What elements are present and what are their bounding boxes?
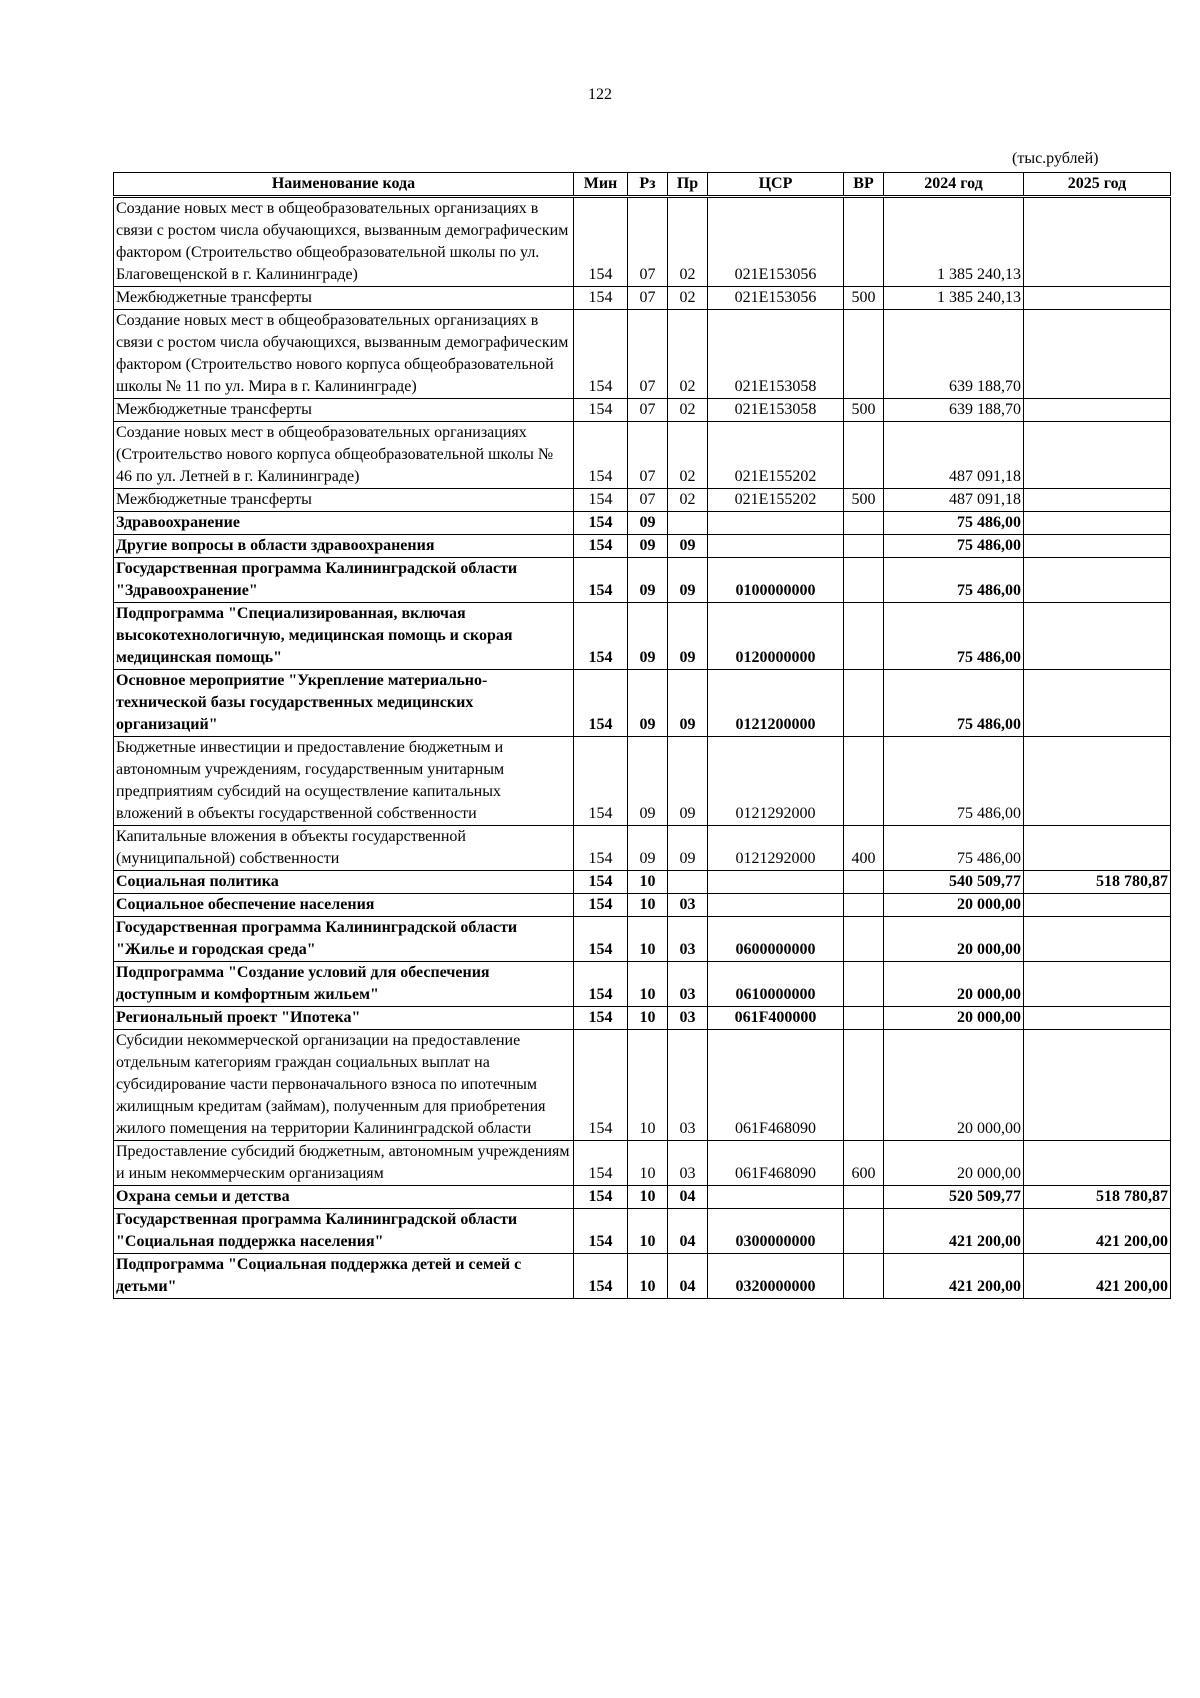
cell-rz: 07 xyxy=(628,197,668,287)
cell-name: Охрана семьи и детства xyxy=(114,1186,574,1209)
cell-2025 xyxy=(1024,962,1171,1007)
cell-2024: 639 188,70 xyxy=(884,310,1024,399)
cell-pr: 04 xyxy=(668,1254,708,1299)
cell-pr: 04 xyxy=(668,1209,708,1254)
table-row xyxy=(114,1141,1171,1186)
table-row xyxy=(114,399,1171,422)
cell-2025: 421 200,00 xyxy=(1024,1254,1171,1299)
cell-name: Подпрограмма "Социальная поддержка детей и семей с детьми" xyxy=(114,1254,574,1299)
cell-csr: 021E153058 xyxy=(708,399,844,422)
cell-2024: 540 509,77 xyxy=(884,871,1024,894)
cell-min: 154 xyxy=(574,197,628,287)
cell-csr: 0320000000 xyxy=(708,1254,844,1299)
cell-vr xyxy=(844,670,884,737)
cell-2025 xyxy=(1024,489,1171,512)
col-header-csr: ЦСР xyxy=(708,173,844,197)
cell-csr: 021E153058 xyxy=(708,310,844,399)
cell-min: 154 xyxy=(574,1141,628,1186)
cell-2025 xyxy=(1024,512,1171,535)
cell-csr: 0610000000 xyxy=(708,962,844,1007)
cell-pr: 04 xyxy=(668,1186,708,1209)
cell-vr: 500 xyxy=(844,399,884,422)
cell-min: 154 xyxy=(574,399,628,422)
cell-2024: 75 486,00 xyxy=(884,558,1024,603)
budget-table xyxy=(113,172,1171,1299)
cell-rz: 09 xyxy=(628,670,668,737)
cell-vr xyxy=(844,1007,884,1030)
cell-csr xyxy=(708,535,844,558)
table-header-row xyxy=(114,173,1171,197)
cell-name: Субсидии некоммерческой организации на предоставление отдельным категориям граждан социальных выплат на субсидирование части первоначального взноса по ипотечным жилищным кредитам (займам), полученным для приобретения жилого помещения на территории Калининградской области xyxy=(114,1030,574,1141)
cell-rz: 10 xyxy=(628,1141,668,1186)
table-row xyxy=(114,871,1171,894)
cell-csr: 061F468090 xyxy=(708,1030,844,1141)
cell-vr xyxy=(844,894,884,917)
cell-min: 154 xyxy=(574,287,628,310)
table-row xyxy=(114,670,1171,737)
cell-rz: 09 xyxy=(628,737,668,826)
cell-name: Предоставление субсидий бюджетным, автономным учреждениям и иным некоммерческим организациям xyxy=(114,1141,574,1186)
cell-2025: 421 200,00 xyxy=(1024,1209,1171,1254)
table-row xyxy=(114,512,1171,535)
cell-csr: 061F400000 xyxy=(708,1007,844,1030)
cell-name: Создание новых мест в общеобразовательных организациях в связи с ростом числа обучающихся, вызванным демографическим фактором (Строительство нового корпуса общеобразовательной школы № 11 по ул. Мира в г. Калининграде) xyxy=(114,310,574,399)
cell-min: 154 xyxy=(574,894,628,917)
table-row xyxy=(114,1186,1171,1209)
table-row xyxy=(114,1030,1171,1141)
cell-min: 154 xyxy=(574,1186,628,1209)
table-row xyxy=(114,1254,1171,1299)
cell-min: 154 xyxy=(574,1030,628,1141)
cell-pr xyxy=(668,512,708,535)
cell-2024: 75 486,00 xyxy=(884,535,1024,558)
table-row xyxy=(114,826,1171,871)
cell-pr xyxy=(668,871,708,894)
table-row xyxy=(114,197,1171,287)
cell-2024: 20 000,00 xyxy=(884,917,1024,962)
cell-2024: 75 486,00 xyxy=(884,512,1024,535)
cell-vr xyxy=(844,1186,884,1209)
table-row xyxy=(114,535,1171,558)
cell-pr: 02 xyxy=(668,287,708,310)
cell-vr xyxy=(844,558,884,603)
cell-name: Другие вопросы в области здравоохранения xyxy=(114,535,574,558)
cell-min: 154 xyxy=(574,917,628,962)
cell-2024: 75 486,00 xyxy=(884,826,1024,871)
table-row xyxy=(114,422,1171,489)
cell-2024: 639 188,70 xyxy=(884,399,1024,422)
cell-csr xyxy=(708,871,844,894)
cell-pr: 02 xyxy=(668,422,708,489)
table-row xyxy=(114,917,1171,962)
cell-vr xyxy=(844,512,884,535)
cell-2024: 75 486,00 xyxy=(884,670,1024,737)
table-row xyxy=(114,1209,1171,1254)
cell-csr: 0120000000 xyxy=(708,603,844,670)
cell-csr: 0600000000 xyxy=(708,917,844,962)
cell-2024: 20 000,00 xyxy=(884,1007,1024,1030)
cell-2025 xyxy=(1024,737,1171,826)
cell-name: Социальное обеспечение населения xyxy=(114,894,574,917)
cell-2025: 518 780,87 xyxy=(1024,1186,1171,1209)
cell-2025 xyxy=(1024,535,1171,558)
units-label: (тыс.рублей) xyxy=(1012,150,1099,167)
cell-vr xyxy=(844,871,884,894)
table-row xyxy=(114,287,1171,310)
cell-rz: 10 xyxy=(628,917,668,962)
cell-name: Межбюджетные трансферты xyxy=(114,287,574,310)
cell-rz: 10 xyxy=(628,962,668,1007)
cell-2025 xyxy=(1024,1141,1171,1186)
cell-min: 154 xyxy=(574,1007,628,1030)
cell-2025 xyxy=(1024,422,1171,489)
cell-2025 xyxy=(1024,894,1171,917)
cell-csr xyxy=(708,1186,844,1209)
cell-min: 154 xyxy=(574,1254,628,1299)
cell-vr xyxy=(844,1254,884,1299)
cell-rz: 09 xyxy=(628,558,668,603)
cell-2025 xyxy=(1024,670,1171,737)
cell-pr: 02 xyxy=(668,489,708,512)
cell-vr: 600 xyxy=(844,1141,884,1186)
cell-min: 154 xyxy=(574,603,628,670)
cell-csr: 021E153056 xyxy=(708,197,844,287)
col-header-2024: 2024 год xyxy=(884,173,1024,197)
col-header-vr: ВР xyxy=(844,173,884,197)
cell-vr: 400 xyxy=(844,826,884,871)
cell-name: Создание новых мест в общеобразовательных организациях в связи с ростом числа обучающихся, вызванным демографическим фактором (Строительство общеобразовательной школы по ул. Благовещенской в г. Калининграде) xyxy=(114,197,574,287)
cell-name: Подпрограмма "Создание условий для обеспечения доступным и комфортным жильем" xyxy=(114,962,574,1007)
cell-vr xyxy=(844,422,884,489)
cell-vr xyxy=(844,917,884,962)
cell-rz: 07 xyxy=(628,422,668,489)
cell-min: 154 xyxy=(574,422,628,489)
cell-csr: 0100000000 xyxy=(708,558,844,603)
cell-name: Государственная программа Калининградской области "Социальная поддержка населения" xyxy=(114,1209,574,1254)
cell-2024: 75 486,00 xyxy=(884,737,1024,826)
cell-2024: 421 200,00 xyxy=(884,1254,1024,1299)
cell-min: 154 xyxy=(574,962,628,1007)
cell-name: Создание новых мест в общеобразовательных организациях (Строительство нового корпуса общеобразовательной школы № 46 по ул. Летней в г. Калининграде) xyxy=(114,422,574,489)
cell-vr xyxy=(844,962,884,1007)
cell-2025 xyxy=(1024,917,1171,962)
cell-csr: 0121200000 xyxy=(708,670,844,737)
cell-pr: 02 xyxy=(668,399,708,422)
cell-vr xyxy=(844,1209,884,1254)
cell-vr xyxy=(844,603,884,670)
cell-rz: 10 xyxy=(628,1030,668,1141)
cell-pr: 02 xyxy=(668,310,708,399)
cell-vr xyxy=(844,310,884,399)
cell-pr: 03 xyxy=(668,894,708,917)
cell-rz: 10 xyxy=(628,1007,668,1030)
cell-2025 xyxy=(1024,310,1171,399)
cell-rz: 07 xyxy=(628,310,668,399)
table-row xyxy=(114,603,1171,670)
cell-rz: 09 xyxy=(628,535,668,558)
cell-rz: 07 xyxy=(628,489,668,512)
cell-vr xyxy=(844,535,884,558)
cell-rz: 10 xyxy=(628,894,668,917)
cell-csr: 061F468090 xyxy=(708,1141,844,1186)
cell-rz: 09 xyxy=(628,826,668,871)
cell-min: 154 xyxy=(574,826,628,871)
cell-pr: 09 xyxy=(668,535,708,558)
cell-min: 154 xyxy=(574,871,628,894)
cell-rz: 10 xyxy=(628,871,668,894)
cell-2024: 20 000,00 xyxy=(884,1030,1024,1141)
cell-2025 xyxy=(1024,1030,1171,1141)
cell-name: Подпрограмма "Специализированная, включая высокотехнологичную, медицинская помощь и скорая медицинская помощь" xyxy=(114,603,574,670)
cell-2025 xyxy=(1024,826,1171,871)
cell-vr xyxy=(844,737,884,826)
cell-name: Капитальные вложения в объекты государственной (муниципальной) собственности xyxy=(114,826,574,871)
cell-vr xyxy=(844,1030,884,1141)
page-number: 122 xyxy=(588,86,612,103)
cell-name: Здравоохранение xyxy=(114,512,574,535)
cell-csr: 021E155202 xyxy=(708,489,844,512)
cell-name: Региональный проект "Ипотека" xyxy=(114,1007,574,1030)
cell-vr xyxy=(844,197,884,287)
cell-rz: 07 xyxy=(628,287,668,310)
col-header-name: Наименование кода xyxy=(114,173,574,197)
cell-pr: 03 xyxy=(668,917,708,962)
table-row xyxy=(114,1007,1171,1030)
cell-pr: 09 xyxy=(668,737,708,826)
cell-min: 154 xyxy=(574,1209,628,1254)
cell-name: Основное мероприятие "Укрепление материально-технической базы государственных медицинских организаций" xyxy=(114,670,574,737)
cell-pr: 03 xyxy=(668,1007,708,1030)
cell-pr: 03 xyxy=(668,962,708,1007)
cell-csr: 0121292000 xyxy=(708,737,844,826)
cell-2024: 20 000,00 xyxy=(884,894,1024,917)
col-header-2025: 2025 год xyxy=(1024,173,1171,197)
cell-vr: 500 xyxy=(844,287,884,310)
cell-csr: 021E153056 xyxy=(708,287,844,310)
table-row xyxy=(114,489,1171,512)
cell-pr: 02 xyxy=(668,197,708,287)
col-header-min: Мин xyxy=(574,173,628,197)
cell-rz: 10 xyxy=(628,1254,668,1299)
col-header-rz: Рз xyxy=(628,173,668,197)
table-row xyxy=(114,310,1171,399)
cell-min: 154 xyxy=(574,535,628,558)
cell-min: 154 xyxy=(574,558,628,603)
cell-2024: 1 385 240,13 xyxy=(884,197,1024,287)
cell-rz: 07 xyxy=(628,399,668,422)
cell-2024: 20 000,00 xyxy=(884,962,1024,1007)
table-row xyxy=(114,737,1171,826)
cell-min: 154 xyxy=(574,489,628,512)
cell-pr: 09 xyxy=(668,558,708,603)
cell-rz: 10 xyxy=(628,1186,668,1209)
cell-rz: 09 xyxy=(628,603,668,670)
cell-rz: 10 xyxy=(628,1209,668,1254)
cell-csr: 021E155202 xyxy=(708,422,844,489)
cell-name: Межбюджетные трансферты xyxy=(114,399,574,422)
cell-min: 154 xyxy=(574,310,628,399)
cell-vr: 500 xyxy=(844,489,884,512)
cell-2025 xyxy=(1024,197,1171,287)
cell-csr: 0300000000 xyxy=(708,1209,844,1254)
cell-csr xyxy=(708,512,844,535)
cell-2024: 487 091,18 xyxy=(884,489,1024,512)
cell-name: Бюджетные инвестиции и предоставление бюджетным и автономным учреждениям, государственным унитарным предприятиям субсидий на осуществление капитальных вложений в объекты государственной собственности xyxy=(114,737,574,826)
cell-pr: 09 xyxy=(668,603,708,670)
cell-2025 xyxy=(1024,1007,1171,1030)
cell-2025 xyxy=(1024,603,1171,670)
cell-min: 154 xyxy=(574,737,628,826)
cell-pr: 09 xyxy=(668,826,708,871)
col-header-pr: Пр xyxy=(668,173,708,197)
cell-2025 xyxy=(1024,287,1171,310)
table-row xyxy=(114,894,1171,917)
cell-name: Государственная программа Калининградской области "Здравоохранение" xyxy=(114,558,574,603)
cell-2024: 1 385 240,13 xyxy=(884,287,1024,310)
cell-2024: 75 486,00 xyxy=(884,603,1024,670)
cell-2025 xyxy=(1024,399,1171,422)
cell-name: Социальная политика xyxy=(114,871,574,894)
cell-rz: 09 xyxy=(628,512,668,535)
cell-2025: 518 780,87 xyxy=(1024,871,1171,894)
table-row xyxy=(114,558,1171,603)
cell-pr: 03 xyxy=(668,1030,708,1141)
cell-csr xyxy=(708,894,844,917)
cell-2024: 487 091,18 xyxy=(884,422,1024,489)
cell-csr: 0121292000 xyxy=(708,826,844,871)
cell-min: 154 xyxy=(574,670,628,737)
cell-min: 154 xyxy=(574,512,628,535)
cell-name: Межбюджетные трансферты xyxy=(114,489,574,512)
cell-2025 xyxy=(1024,558,1171,603)
cell-pr: 09 xyxy=(668,670,708,737)
cell-pr: 03 xyxy=(668,1141,708,1186)
cell-2024: 421 200,00 xyxy=(884,1209,1024,1254)
table-row xyxy=(114,962,1171,1007)
cell-2024: 520 509,77 xyxy=(884,1186,1024,1209)
cell-2024: 20 000,00 xyxy=(884,1141,1024,1186)
cell-name: Государственная программа Калининградской области "Жилье и городская среда" xyxy=(114,917,574,962)
